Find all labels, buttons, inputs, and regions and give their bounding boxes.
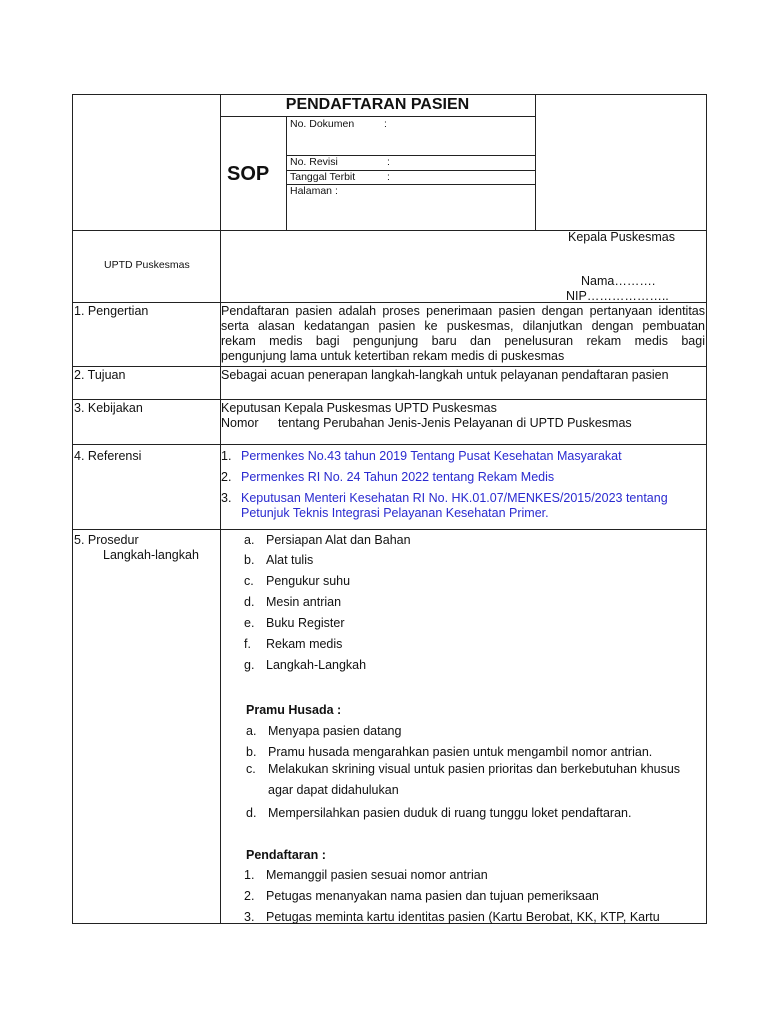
document-title: PENDAFTARAN PASIEN [285,96,470,113]
list-letter: d. [246,806,257,820]
list-letter: a. [246,724,257,738]
referensi-link[interactable]: Permenkes No.43 tahun 2019 Tentang Pusat Kesehatan Masyarakat [241,449,622,463]
list-number: 1. [244,868,255,882]
unit-name: UPTD Puskesmas [104,259,190,271]
pendaftaran-heading: Pendaftaran : [246,848,326,862]
referensi-link[interactable]: Keputusan Menteri Kesehatan RI No. HK.01.07/MENKES/2015/2023 tentang [241,491,668,505]
list-letter: a. [244,533,255,547]
section-label-pengertian: 1. Pengertian [74,304,149,318]
referensi-number: 3. [221,491,232,505]
list-item: Memanggil pasien sesuai nomor antrian [266,868,488,882]
section-label-tujuan: 2. Tujuan [74,368,126,382]
list-item: Mesin antrian [266,595,342,609]
pramu-husada-heading: Pramu Husada : [246,703,342,717]
list-item: Rekam medis [266,637,343,651]
list-letter: g. [244,658,255,672]
list-item: Mempersilahkan pasien duduk di ruang tunggu loket pendaftaran. [268,806,632,820]
no-dokumen-colon: : [384,118,387,130]
pengertian-line: rekam medis bagi pengunjung baru dan penelusuran rekam medis bagi [221,334,705,348]
section-label-prosedur: 5. Prosedur [74,533,139,547]
pengertian-line: Pendaftaran pasien adalah proses penerimaan pasien dengan pertanyaan identitas [221,304,705,318]
list-letter: b. [244,553,255,567]
signer-title: Kepala Puskesmas [568,230,676,244]
list-item: Persiapan Alat dan Bahan [266,533,411,547]
pengertian-line: pengunjung lama untuk ketertiban rekam medis di puskesmas [221,349,565,363]
list-item: Petugas meminta kartu identitas pasien (Kartu Berobat, KK, KTP, Kartu [266,910,660,924]
section-label-kebijakan: 3. Kebijakan [74,401,143,415]
pengertian-line: serta alasan kedatangan pasien ke puskesmas, dilanjutkan dengan pembuatan [221,319,705,333]
list-item: Menyapa pasien datang [268,724,402,738]
signer-name: Nama………. [581,274,656,288]
list-item: Alat tulis [266,553,314,567]
list-number: 3. [244,910,255,924]
no-dokumen-label: No. Dokumen [290,118,355,130]
no-revisi-colon: : [387,156,390,168]
tanggal-terbit-colon: : [387,171,390,183]
referensi-number: 1. [221,449,232,463]
tanggal-terbit-label: Tanggal Terbit [290,171,356,183]
list-item: Pramu husada mengarahkan pasien untuk mengambil nomor antrian. [268,745,653,759]
referensi-link[interactable]: Petunjuk Teknis Integrasi Pelayanan Kesehatan Primer. [241,506,549,520]
section-label-referensi: 4. Referensi [74,449,142,463]
kebijakan-nomor-label: Nomor [221,416,259,430]
referensi-link[interactable]: Permenkes RI No. 24 Tahun 2022 tentang Rekam Medis [241,470,555,484]
list-letter: e. [244,616,255,630]
list-item: agar dapat didahulukan [268,783,399,797]
signer-nip: NIP……………….. [566,289,669,303]
list-letter: d. [244,595,255,609]
list-item: Pengukur suhu [266,574,351,588]
list-item: Buku Register [266,616,345,630]
referensi-number: 2. [221,470,232,484]
list-letter: c. [244,574,254,588]
kebijakan-line-1: Keputusan Kepala Puskesmas UPTD Puskesmas [221,401,497,415]
sop-label: SOP [227,163,270,185]
kebijakan-line-2: tentang Perubahan Jenis-Jenis Pelayanan di UPTD Puskesmas [278,416,632,430]
halaman-label: Halaman : [290,185,338,197]
prosedur-sublabel: Langkah-langkah [103,548,199,562]
no-revisi-label: No. Revisi [290,156,338,168]
list-item: Langkah-Langkah [266,658,367,672]
tujuan-text: Sebagai acuan penerapan langkah-langkah untuk pelayanan pendaftaran pasien [221,368,669,382]
list-number: 2. [244,889,255,903]
list-item: Petugas menanyakan nama pasien dan tujuan pemeriksaan [266,889,599,903]
list-letter: f. [244,637,251,651]
list-letter: b. [246,745,257,759]
list-letter: c. [246,762,256,776]
list-item: Melakukan skrining visual untuk pasien prioritas dan berkebutuhan khusus [268,762,681,776]
pengertian-text [221,304,705,364]
